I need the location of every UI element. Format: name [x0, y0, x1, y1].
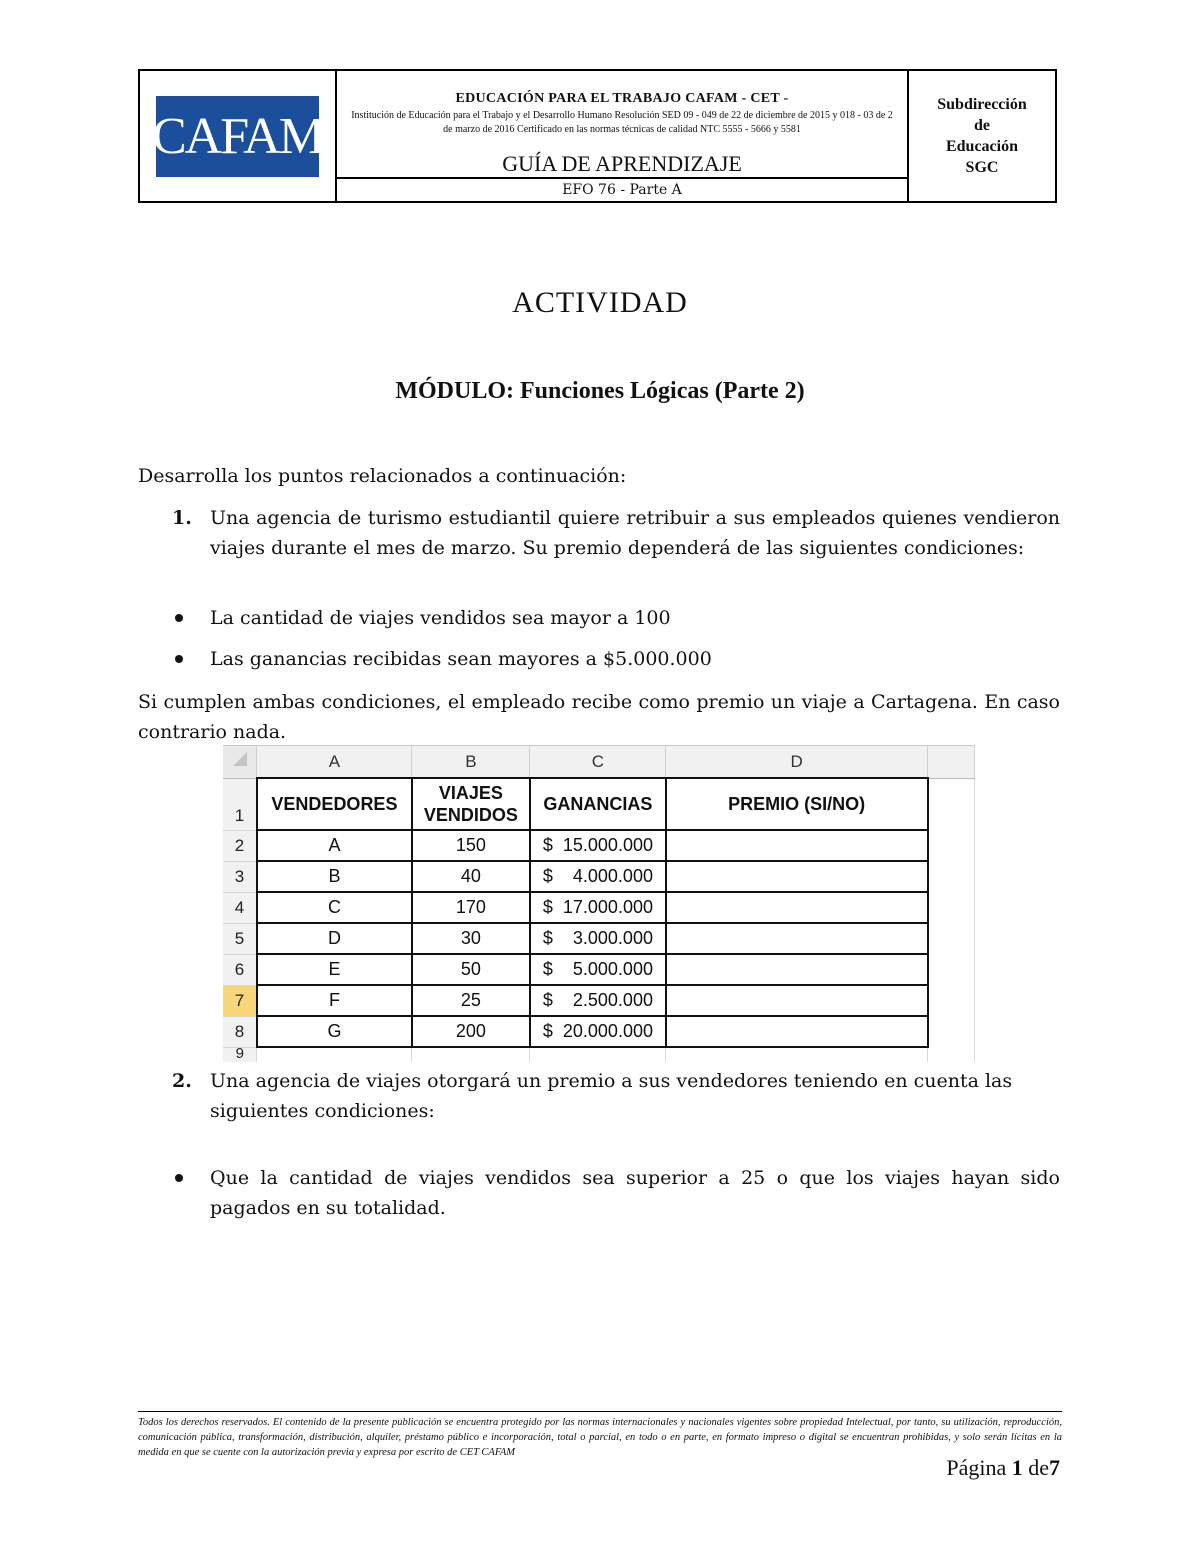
question-2-condition-1: Que la cantidad de viajes vendidos sea superior a 25 o que los viajes hayan sido pagados en su totalidad.	[210, 1167, 1060, 1219]
cell-ganancias: $ 5.000.000	[530, 954, 666, 985]
table-row	[223, 892, 975, 923]
cell-vendedor: D	[257, 923, 412, 954]
table-row	[223, 1016, 975, 1047]
row-number: 9	[223, 1047, 257, 1062]
column-letter-d: D	[666, 746, 928, 778]
header-viajes-line-2: VENDIDOS	[423, 805, 518, 825]
empty-cell	[257, 1047, 412, 1062]
empty-cell	[530, 1047, 666, 1062]
module-title: MÓDULO: Funciones Lógicas (Parte 2)	[395, 378, 805, 404]
bullet-icon	[175, 655, 183, 663]
row-number: 4	[223, 892, 257, 923]
column-letter-a: A	[257, 746, 412, 778]
table-header-row	[223, 778, 975, 830]
logo-text: CAFAM	[151, 107, 324, 165]
header-center	[337, 71, 909, 201]
select-all-corner	[223, 746, 257, 778]
cell-viajes: 30	[412, 923, 530, 954]
cell-premio	[666, 1016, 928, 1047]
table-row	[223, 923, 975, 954]
empty-cell	[928, 830, 975, 861]
row-number: 6	[223, 954, 257, 985]
cell-vendedor: F	[257, 985, 412, 1016]
cell-ganancias: $ 17.000.000	[530, 892, 666, 923]
department-line-1: Subdirección	[937, 96, 1027, 113]
cell-viajes: 200	[412, 1016, 530, 1047]
footer-rights: Todos los derechos reservados. El contenido de la presente publicación se encuentra protegido por las normas internacionales y nacionales vigentes sobre propiedad Intelectual, por tanto, su utilización, reproducción, comunicación pública, transformación, distribución, alquiler, préstamo público e incorporación, total o parcial, en todo o en parte, en formato impreso o digital se encuentran prohibidas, y solo serán lícitas en la medida en que se cuente con la autorización previa y expresa por escrito de CET CAFAM	[138, 1417, 1062, 1458]
bullet-icon	[175, 1174, 183, 1182]
question-2-number: 2.	[172, 1070, 192, 1092]
footer-divider	[291, 1411, 1062, 1412]
table-row	[223, 1047, 975, 1062]
cell-viajes: 170	[412, 892, 530, 923]
cell-viajes: 40	[412, 861, 530, 892]
cell-premio	[666, 892, 928, 923]
guide-title: GUÍA DE APRENDIZAJE	[502, 151, 742, 176]
cell-vendedor: E	[257, 954, 412, 985]
empty-cell	[412, 1047, 530, 1062]
logo-cell	[140, 71, 337, 201]
header-premio: PREMIO (SI/NO)	[666, 778, 928, 830]
header-right	[909, 71, 1055, 201]
department-line-3: Educación	[945, 138, 1018, 155]
row-number: 3	[223, 861, 257, 892]
cell-ganancias: $ 3.000.000	[530, 923, 666, 954]
row-number: 1	[223, 778, 257, 830]
page-label: Página	[946, 1455, 1007, 1480]
cell-premio	[666, 923, 928, 954]
table-row	[223, 985, 975, 1016]
column-letter-b: B	[412, 746, 530, 778]
cell-premio	[666, 861, 928, 892]
empty-cell	[928, 1047, 975, 1062]
column-header-row	[223, 746, 975, 778]
spreadsheet-image	[223, 745, 975, 1062]
header-ganancias: GANANCIAS	[530, 778, 666, 830]
organization-name: EDUCACIÓN PARA EL TRABAJO CAFAM - CET -	[455, 91, 789, 106]
empty-cell	[928, 861, 975, 892]
table-row	[223, 954, 975, 985]
question-1-number: 1.	[172, 507, 192, 529]
empty-cell	[928, 985, 975, 1016]
row-number: 7	[223, 985, 257, 1016]
empty-cell	[928, 923, 975, 954]
page-total: 7	[1049, 1455, 1060, 1480]
header-vendedores: VENDEDORES	[257, 778, 412, 830]
activity-title: ACTIVIDAD	[512, 286, 688, 319]
page-of: de	[1028, 1455, 1049, 1480]
cell-premio	[666, 830, 928, 861]
department-line-4: SGC	[965, 159, 999, 176]
cell-premio	[666, 954, 928, 985]
cell-viajes: 150	[412, 830, 530, 861]
table-row	[223, 830, 975, 861]
row-number: 8	[223, 1016, 257, 1047]
empty-cell	[928, 778, 975, 830]
header-viajes-line-1: VIAJES	[438, 783, 503, 803]
empty-cell	[928, 892, 975, 923]
cell-ganancias: $ 15.000.000	[530, 830, 666, 861]
cell-vendedor: A	[257, 830, 412, 861]
row-number: 2	[223, 830, 257, 861]
cell-viajes: 50	[412, 954, 530, 985]
cell-premio	[666, 985, 928, 1016]
cafam-logo	[151, 96, 324, 177]
cell-ganancias: $ 4.000.000	[530, 861, 666, 892]
bullet-icon	[175, 614, 183, 622]
guide-code: EFO 76 - Parte A	[337, 177, 907, 201]
corner-triangle-icon	[231, 750, 249, 768]
empty-cell	[928, 954, 975, 985]
cell-viajes: 25	[412, 985, 530, 1016]
header-viajes-vendidos	[412, 778, 530, 830]
empty-cell	[666, 1047, 928, 1062]
question-1-conclusion: Si cumplen ambas condiciones, el empleado recibe como premio un viaje a Cartagena. En caso contrario nada.	[138, 691, 1060, 743]
empty-cell	[928, 1016, 975, 1047]
page-current: 1	[1011, 1455, 1023, 1480]
question-1-text: Una agencia de turismo estudiantil quiere retribuir a sus empleados quienes vendieron viajes durante el mes de marzo. Su premio dependerá de las siguientes condiciones:	[210, 507, 1060, 559]
question-1-condition-1: La cantidad de viajes vendidos sea mayor a 100	[210, 607, 671, 629]
cell-vendedor: B	[257, 861, 412, 892]
table-row	[223, 861, 975, 892]
question-1-condition-2: Las ganancias recibidas sean mayores a $5.000.000	[210, 648, 712, 670]
department-line-2: de	[974, 117, 990, 134]
intro-text: Desarrolla los puntos relacionados a continuación:	[138, 465, 627, 487]
cell-ganancias: $ 2.500.000	[530, 985, 666, 1016]
document-header	[138, 69, 1057, 203]
column-letter-c: C	[530, 746, 666, 778]
question-2-text: Una agencia de viajes otorgará un premio a sus vendedores teniendo en cuenta las siguientes condiciones:	[210, 1070, 1013, 1122]
column-letter-e	[928, 746, 975, 778]
cell-ganancias: $ 20.000.000	[530, 1016, 666, 1047]
page-number	[900, 1455, 1060, 1481]
institution-description: Institución de Educación para el Trabajo y el Desarrollo Humano Resolución SED 09 - 049 de 22 de diciembre de 2015 y 018 - 03 de 2 de marzo de 2016 Certificado en las normas técnicas de calidad NTC 5555 - 5666 y 5581	[351, 110, 893, 135]
row-number: 5	[223, 923, 257, 954]
cell-vendedor: C	[257, 892, 412, 923]
cell-vendedor: G	[257, 1016, 412, 1047]
spreadsheet-table	[223, 746, 975, 1062]
footer-divider	[138, 1411, 291, 1412]
